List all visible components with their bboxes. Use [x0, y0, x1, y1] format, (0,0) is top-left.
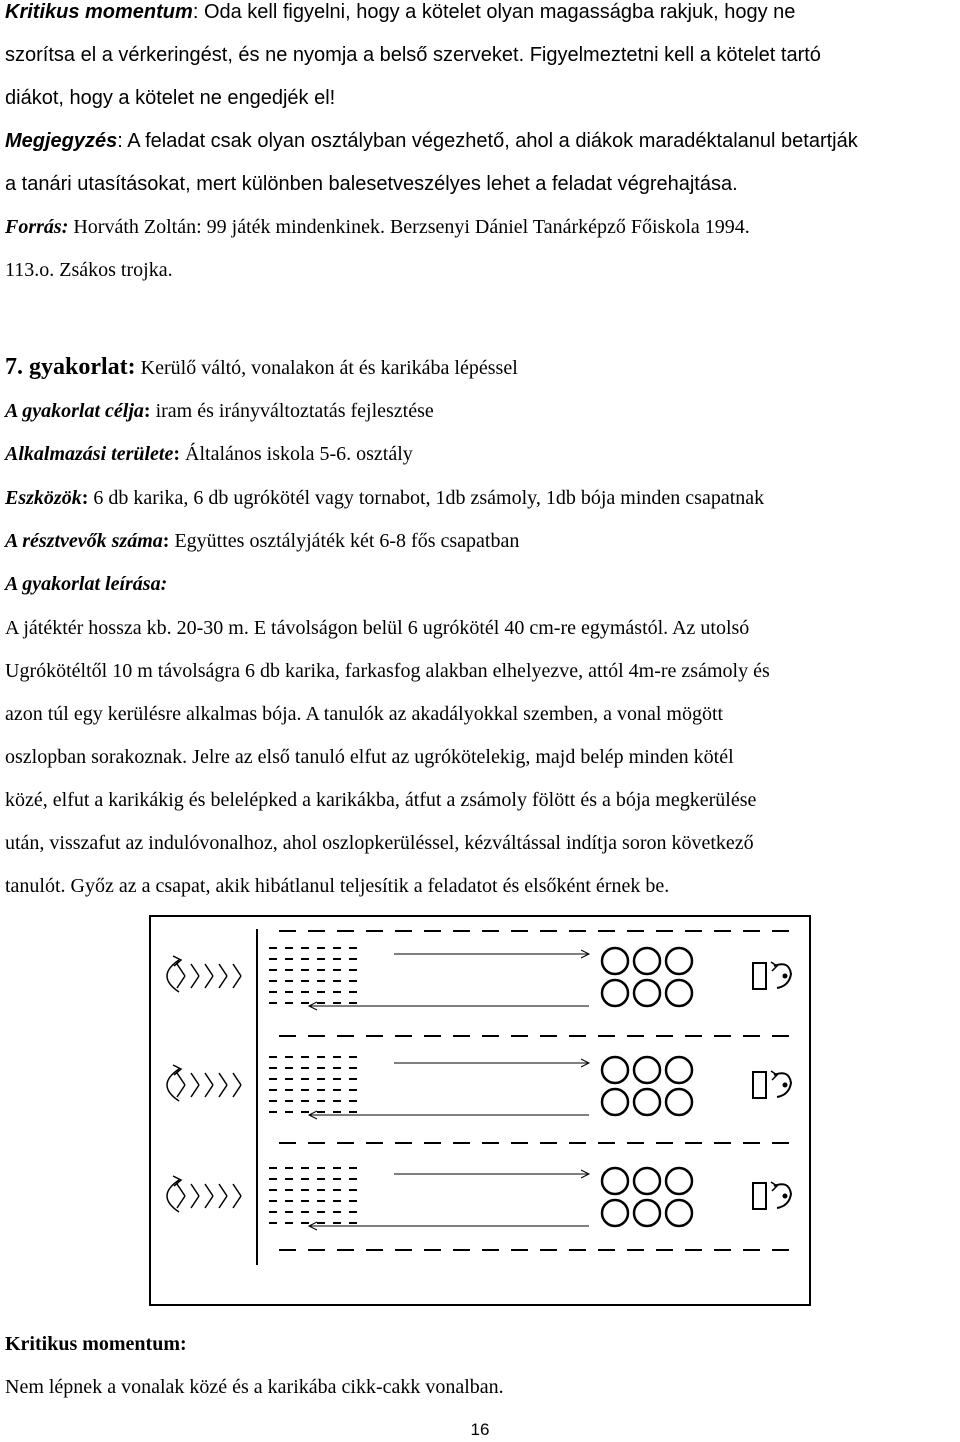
student-mark: [219, 1085, 227, 1097]
description-line: után, visszafut az indulóvonalhoz, ahol oszlopkerüléssel, kézváltással indítja soron következő: [5, 832, 754, 854]
area-line: Alkalmazási területe: Általános iskola 5-6. osztály: [5, 443, 413, 465]
cone-turn-arrow: [774, 1073, 791, 1097]
hoop: [634, 1089, 660, 1115]
student-mark: [233, 964, 241, 976]
lane: [167, 1057, 791, 1119]
hoop: [634, 948, 660, 974]
student-mark: [177, 1073, 185, 1085]
student-mark: [205, 964, 213, 976]
student-mark: [191, 1085, 199, 1097]
diagram-border: [150, 916, 810, 1305]
cone-turn-arrow: [774, 964, 791, 988]
student-mark: [205, 1085, 213, 1097]
hoop: [634, 1200, 660, 1226]
box: [753, 1072, 766, 1098]
cone-arrow-head: [771, 962, 777, 971]
source-line-1: Forrás: Horváth Zoltán: 99 játék mindenkinek. Berzsenyi Dániel Tanárképző Főiskola 1994.: [5, 216, 750, 238]
description-line: azon túl egy kerülésre alkalmas bója. A tanulók az akadályokkal szemben, a vonal mögött: [5, 703, 724, 725]
hoop: [666, 1200, 692, 1226]
student-mark: [191, 964, 199, 976]
student-mark: [191, 1073, 199, 1085]
hoop: [666, 948, 692, 974]
cone: [783, 1083, 788, 1088]
student-mark: [177, 1196, 185, 1208]
description-line: tanulót. Győz az a csapat, akik hibátlanul teljesítik a feladatot és elsőként érnek be.: [5, 875, 670, 897]
goal-label: A gyakorlat célja: [5, 400, 144, 422]
student-mark: [219, 976, 227, 988]
critical-moment-line-3: diákot, hogy a kötelet ne engedjék el!: [5, 87, 336, 109]
description-line: közé, elfut a karikákig és belelépked a karikákba, átfut a zsámoly fölött és a bója megkerülése: [5, 789, 757, 811]
cone: [783, 1194, 788, 1199]
hoop: [602, 1200, 628, 1226]
critical-label-bottom: Kritikus momentum:: [5, 1333, 187, 1355]
critical-text-bottom: Nem lépnek a vonalak közé és a karikába cikk-cakk vonalban.: [5, 1376, 504, 1398]
source-line-2: 113.o. Zsákos trojka.: [5, 259, 173, 281]
note-line-2: a tanári utasításokat, mert különben balesetveszélyes lehet a feladat végrehajtása.: [5, 173, 738, 195]
tools-line: Eszközök: 6 db karika, 6 db ugrókötél vagy tornabot, 1db zsámoly, 1db bója minden csapatnak: [5, 487, 765, 509]
description-line: Ugrókötéltől 10 m távolságra 6 db karika, farkasfog alakban elhelyezve, attól 4m-re zsámoly és: [5, 660, 770, 682]
note-line-1: Megjegyzés: A feladat csak olyan osztályban végezhető, ahol a diákok maradéktalanul betartják: [5, 130, 858, 152]
hoop: [602, 1089, 628, 1115]
student-mark: [219, 1073, 227, 1085]
critical-moment-line-2: szorítsa el a vérkeringést, és ne nyomja a belső szerveket. Figyelmeztetni kell a kötelet tartó: [5, 44, 821, 66]
hoop: [602, 1168, 628, 1194]
hoop: [666, 1168, 692, 1194]
student-mark: [205, 1196, 213, 1208]
participants-label: A résztvevők száma: [5, 530, 163, 552]
box: [753, 1183, 766, 1209]
student-mark: [233, 1184, 241, 1196]
student-mark: [205, 1184, 213, 1196]
page-number: 16: [470, 1420, 490, 1439]
hoop: [666, 1089, 692, 1115]
hoop: [602, 948, 628, 974]
cone-turn-arrow: [774, 1184, 791, 1208]
student-mark: [177, 1085, 185, 1097]
student-mark: [191, 1196, 199, 1208]
student-mark: [177, 1184, 185, 1196]
student-mark: [219, 1184, 227, 1196]
critical-moment-label: Kritikus momentum: [5, 1, 193, 23]
student-mark: [233, 1196, 241, 1208]
note-label: Megjegyzés: [5, 130, 118, 152]
student-mark: [219, 1196, 227, 1208]
source-label: Forrás:: [5, 216, 69, 238]
goal-line: A gyakorlat célja: iram és irányváltoztatás fejlesztése: [5, 400, 434, 422]
description-line: oszlopban sorakoznak. Jelre az első tanuló elfut az ugrókötelekig, majd belép minden kötél: [5, 746, 734, 768]
description-line: A játéktér hossza kb. 20-30 m. E távolságon belül 6 ugrókötél 40 cm-re egymástól. Az utolsó: [5, 617, 750, 639]
student-mark: [233, 1073, 241, 1085]
lanes: [167, 948, 791, 1230]
exercise-title: Kerülő váltó, vonalakon át és karikába lépéssel: [140, 357, 518, 379]
hoop: [634, 980, 660, 1006]
critical-moment-line-1: Kritikus momentum: Oda kell figyelni, hogy a kötelet olyan magasságba rakjuk, hogy ne: [5, 1, 796, 23]
exercise-number: 7. gyakorlat:: [5, 354, 136, 380]
hoop: [602, 980, 628, 1006]
hoop: [666, 1057, 692, 1083]
cone-arrow-head: [771, 1071, 777, 1080]
student-mark: [205, 976, 213, 988]
student-mark: [233, 976, 241, 988]
lane: [167, 1168, 791, 1230]
student-mark: [191, 1184, 199, 1196]
hoop: [666, 980, 692, 1006]
exercise-heading: [5, 352, 518, 383]
cone-arrow-head: [771, 1182, 777, 1191]
student-mark: [219, 964, 227, 976]
box: [753, 963, 766, 989]
tools-label: Eszközök: [5, 487, 82, 509]
relay-course-diagram: [149, 915, 812, 1307]
student-mark: [205, 1073, 213, 1085]
hoop: [634, 1057, 660, 1083]
area-label: Alkalmazási területe: [5, 443, 174, 465]
cone: [783, 974, 788, 979]
lane: [167, 948, 791, 1010]
student-mark: [233, 1085, 241, 1097]
hoop: [602, 1057, 628, 1083]
hoop: [634, 1168, 660, 1194]
participants-line: A résztvevők száma: Együttes osztályjáték két 6-8 fős csapatban: [5, 530, 520, 552]
description-label: A gyakorlat leírása:: [5, 573, 168, 595]
student-mark: [177, 964, 185, 976]
student-mark: [191, 976, 199, 988]
student-mark: [177, 976, 185, 988]
